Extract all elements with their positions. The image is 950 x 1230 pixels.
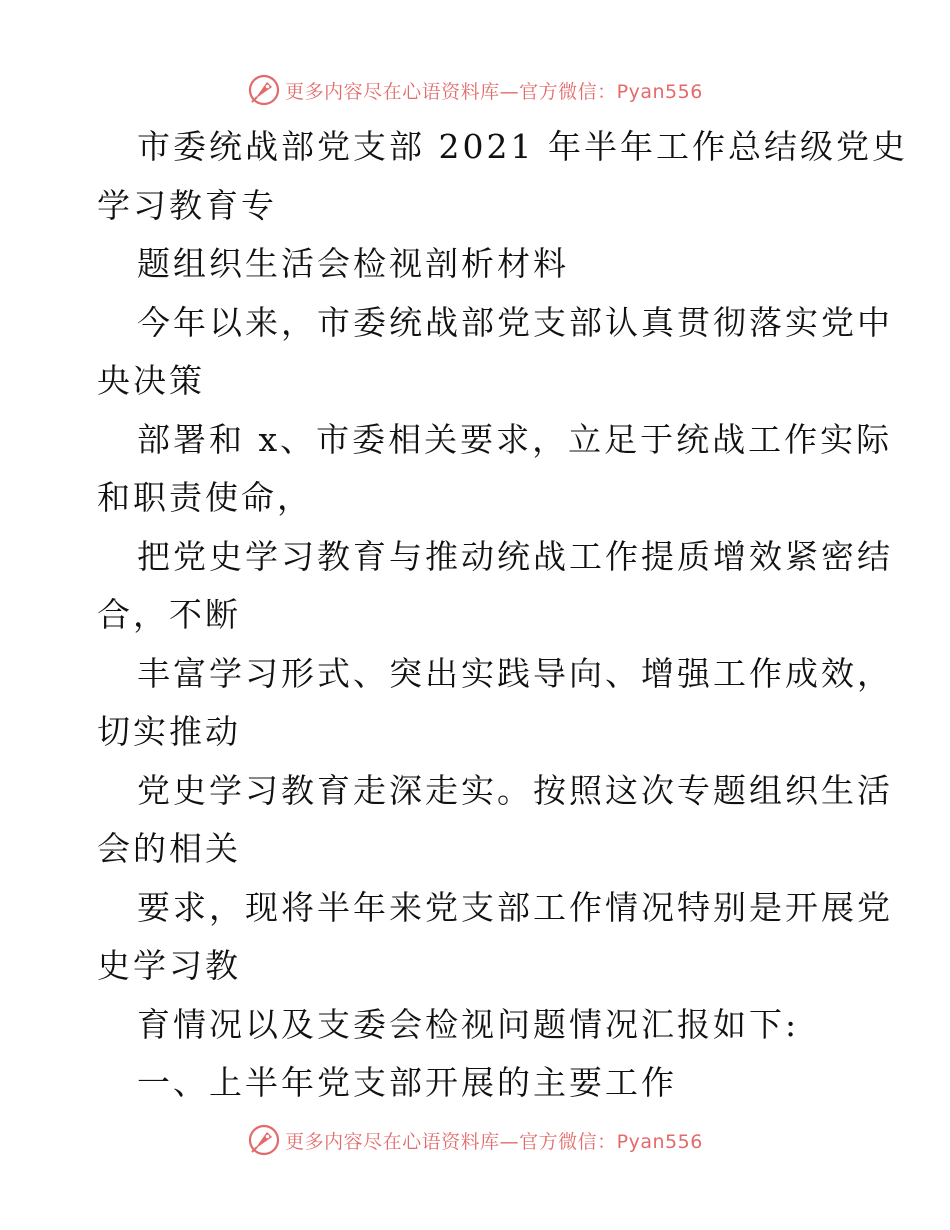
paragraph-line: 合，不断 (97, 595, 241, 634)
paragraph-line: 育情况以及支委会检视问题情况汇报如下: (137, 1004, 800, 1044)
title-line-2: 学习教育专 (97, 185, 277, 225)
banner-site-name: 更多内容尽在心语资料库 (285, 1130, 500, 1153)
paragraph-line: 史学习教 (97, 946, 241, 985)
paragraph-line: 党史学习教育走深走实。按照这次专题组织生活 (137, 770, 893, 810)
banner-dash: — (499, 1130, 520, 1153)
title-line-1: 市委统战部党支部 2021 年半年工作总结级党史 (137, 127, 908, 166)
banner-text (285, 77, 703, 104)
footer-banner (0, 1120, 950, 1160)
paragraph-line: 部署和 x、市委相关要求，立足于统战工作实际 (137, 419, 893, 459)
paragraph-line: 把党史学习教育与推动统战工作提质增效紧密结 (137, 536, 893, 576)
paragraph-line: 和职责使命， (97, 478, 313, 517)
header-banner (0, 70, 950, 110)
paragraph-line: 丰富学习形式、突出实践导向、增强工作成效， (137, 653, 893, 693)
banner-wechat: 官方微信：Pyan556 (519, 1130, 703, 1153)
banner-wechat: 官方微信：Pyan556 (519, 80, 703, 103)
paragraph-line: 会的相关 (97, 829, 241, 868)
title-line-3: 题组织生活会检视剖析材料 (137, 244, 569, 283)
paragraph-line: 央决策 (97, 361, 205, 400)
banner-text (285, 1127, 703, 1154)
pen-nib-logo-icon (247, 1123, 281, 1157)
paragraph-line: 要求，现将半年来党支部工作情况特别是开展党 (137, 887, 893, 927)
document-body (97, 118, 908, 1113)
banner-dash: — (499, 80, 520, 103)
banner-site-name: 更多内容尽在心语资料库 (285, 80, 500, 103)
pen-nib-logo-icon (247, 73, 281, 107)
section-heading: 一、上半年党支部开展的主要工作 (137, 1063, 677, 1102)
paragraph-line: 切实推动 (97, 712, 241, 751)
paragraph-line: 今年以来，市委统战部党支部认真贯彻落实党中 (137, 302, 893, 342)
